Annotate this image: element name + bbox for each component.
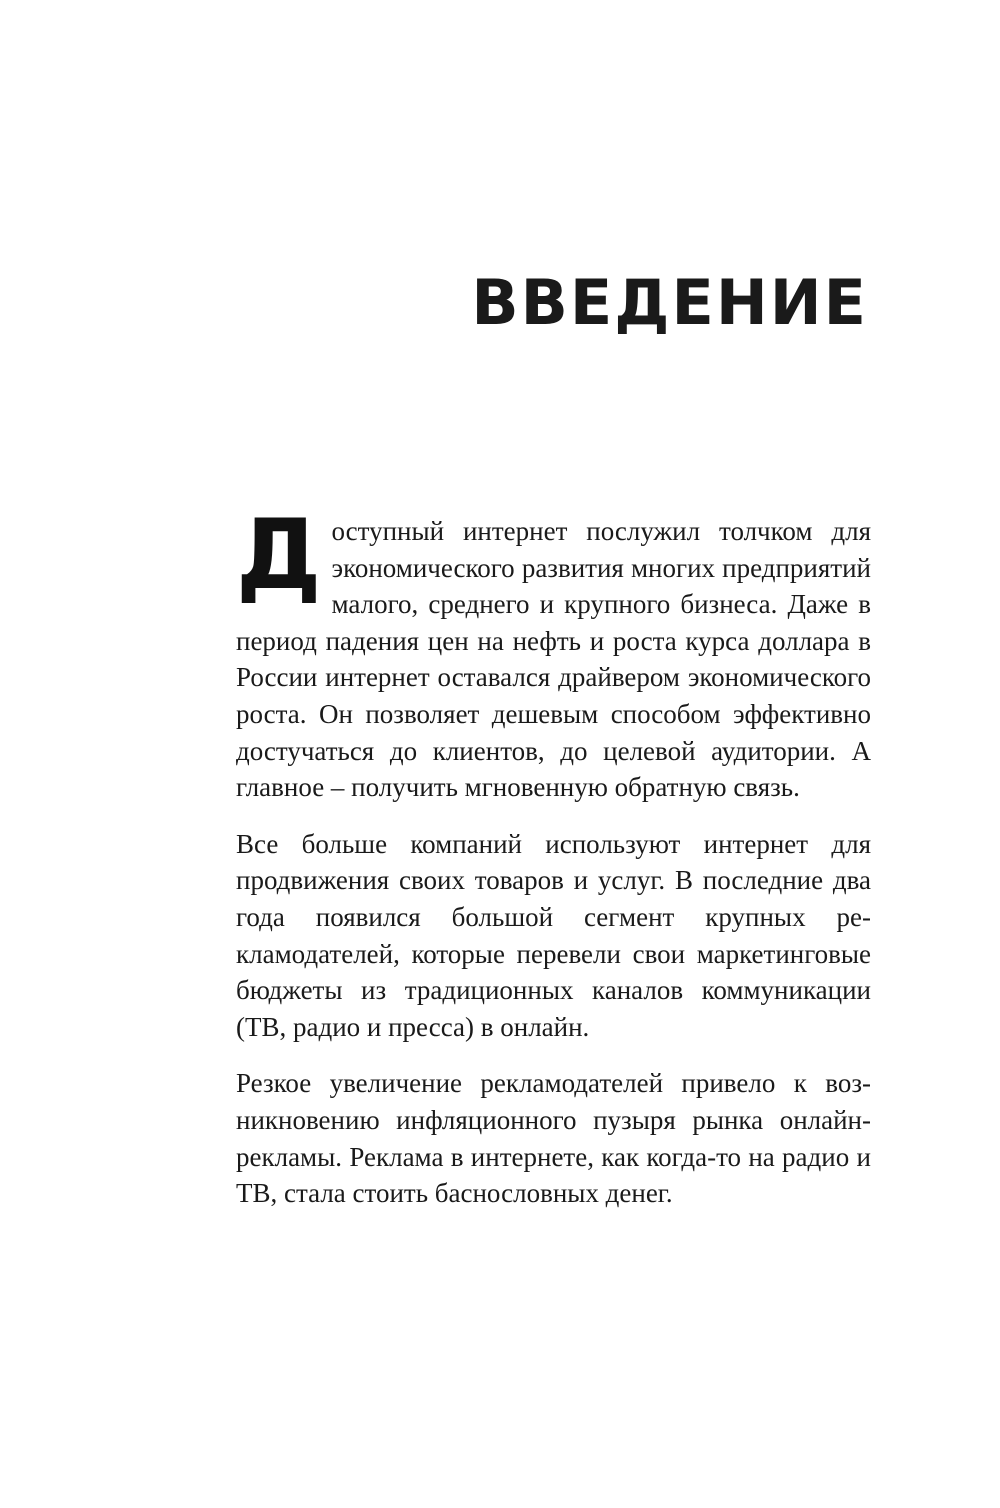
paragraph-3: Резкое увеличение рекламодателей привело к возникновению инфляционного пузыря рынка онлайн-рекламы. Реклама в интернете, как когда-то на радио и ТВ, стала стоить баснословных денег. (236, 1068, 871, 1209)
paragraph-1-text: оступный интернет послужил толчком для экономического развития многих предприятий малого, среднего и крупного бизнеса. Даже в период падения цен на нефть и роста курса доллара в России интернет оставался драйвером экономического роста. Он позволяет дешевым способом эффективно достучаться до клиентов, до целевой аудитории. А главное – получить мгновенную обратную связь. (236, 516, 871, 803)
chapter-title: ВВЕДЕНИЕ (471, 266, 868, 339)
paragraph-2: Все больше компаний используют интернет для продвижения своих товаров и услуг. В последние два года появился большой сегмент крупных рекламодателей, которые перевели свои маркетинговые бюджеты из традиционных каналов коммуникации (ТВ, радио и пресса) в онлайн. (236, 828, 871, 1042)
drop-cap: Д (236, 499, 322, 611)
paragraph-1 (236, 499, 871, 806)
body-text (236, 499, 871, 1232)
